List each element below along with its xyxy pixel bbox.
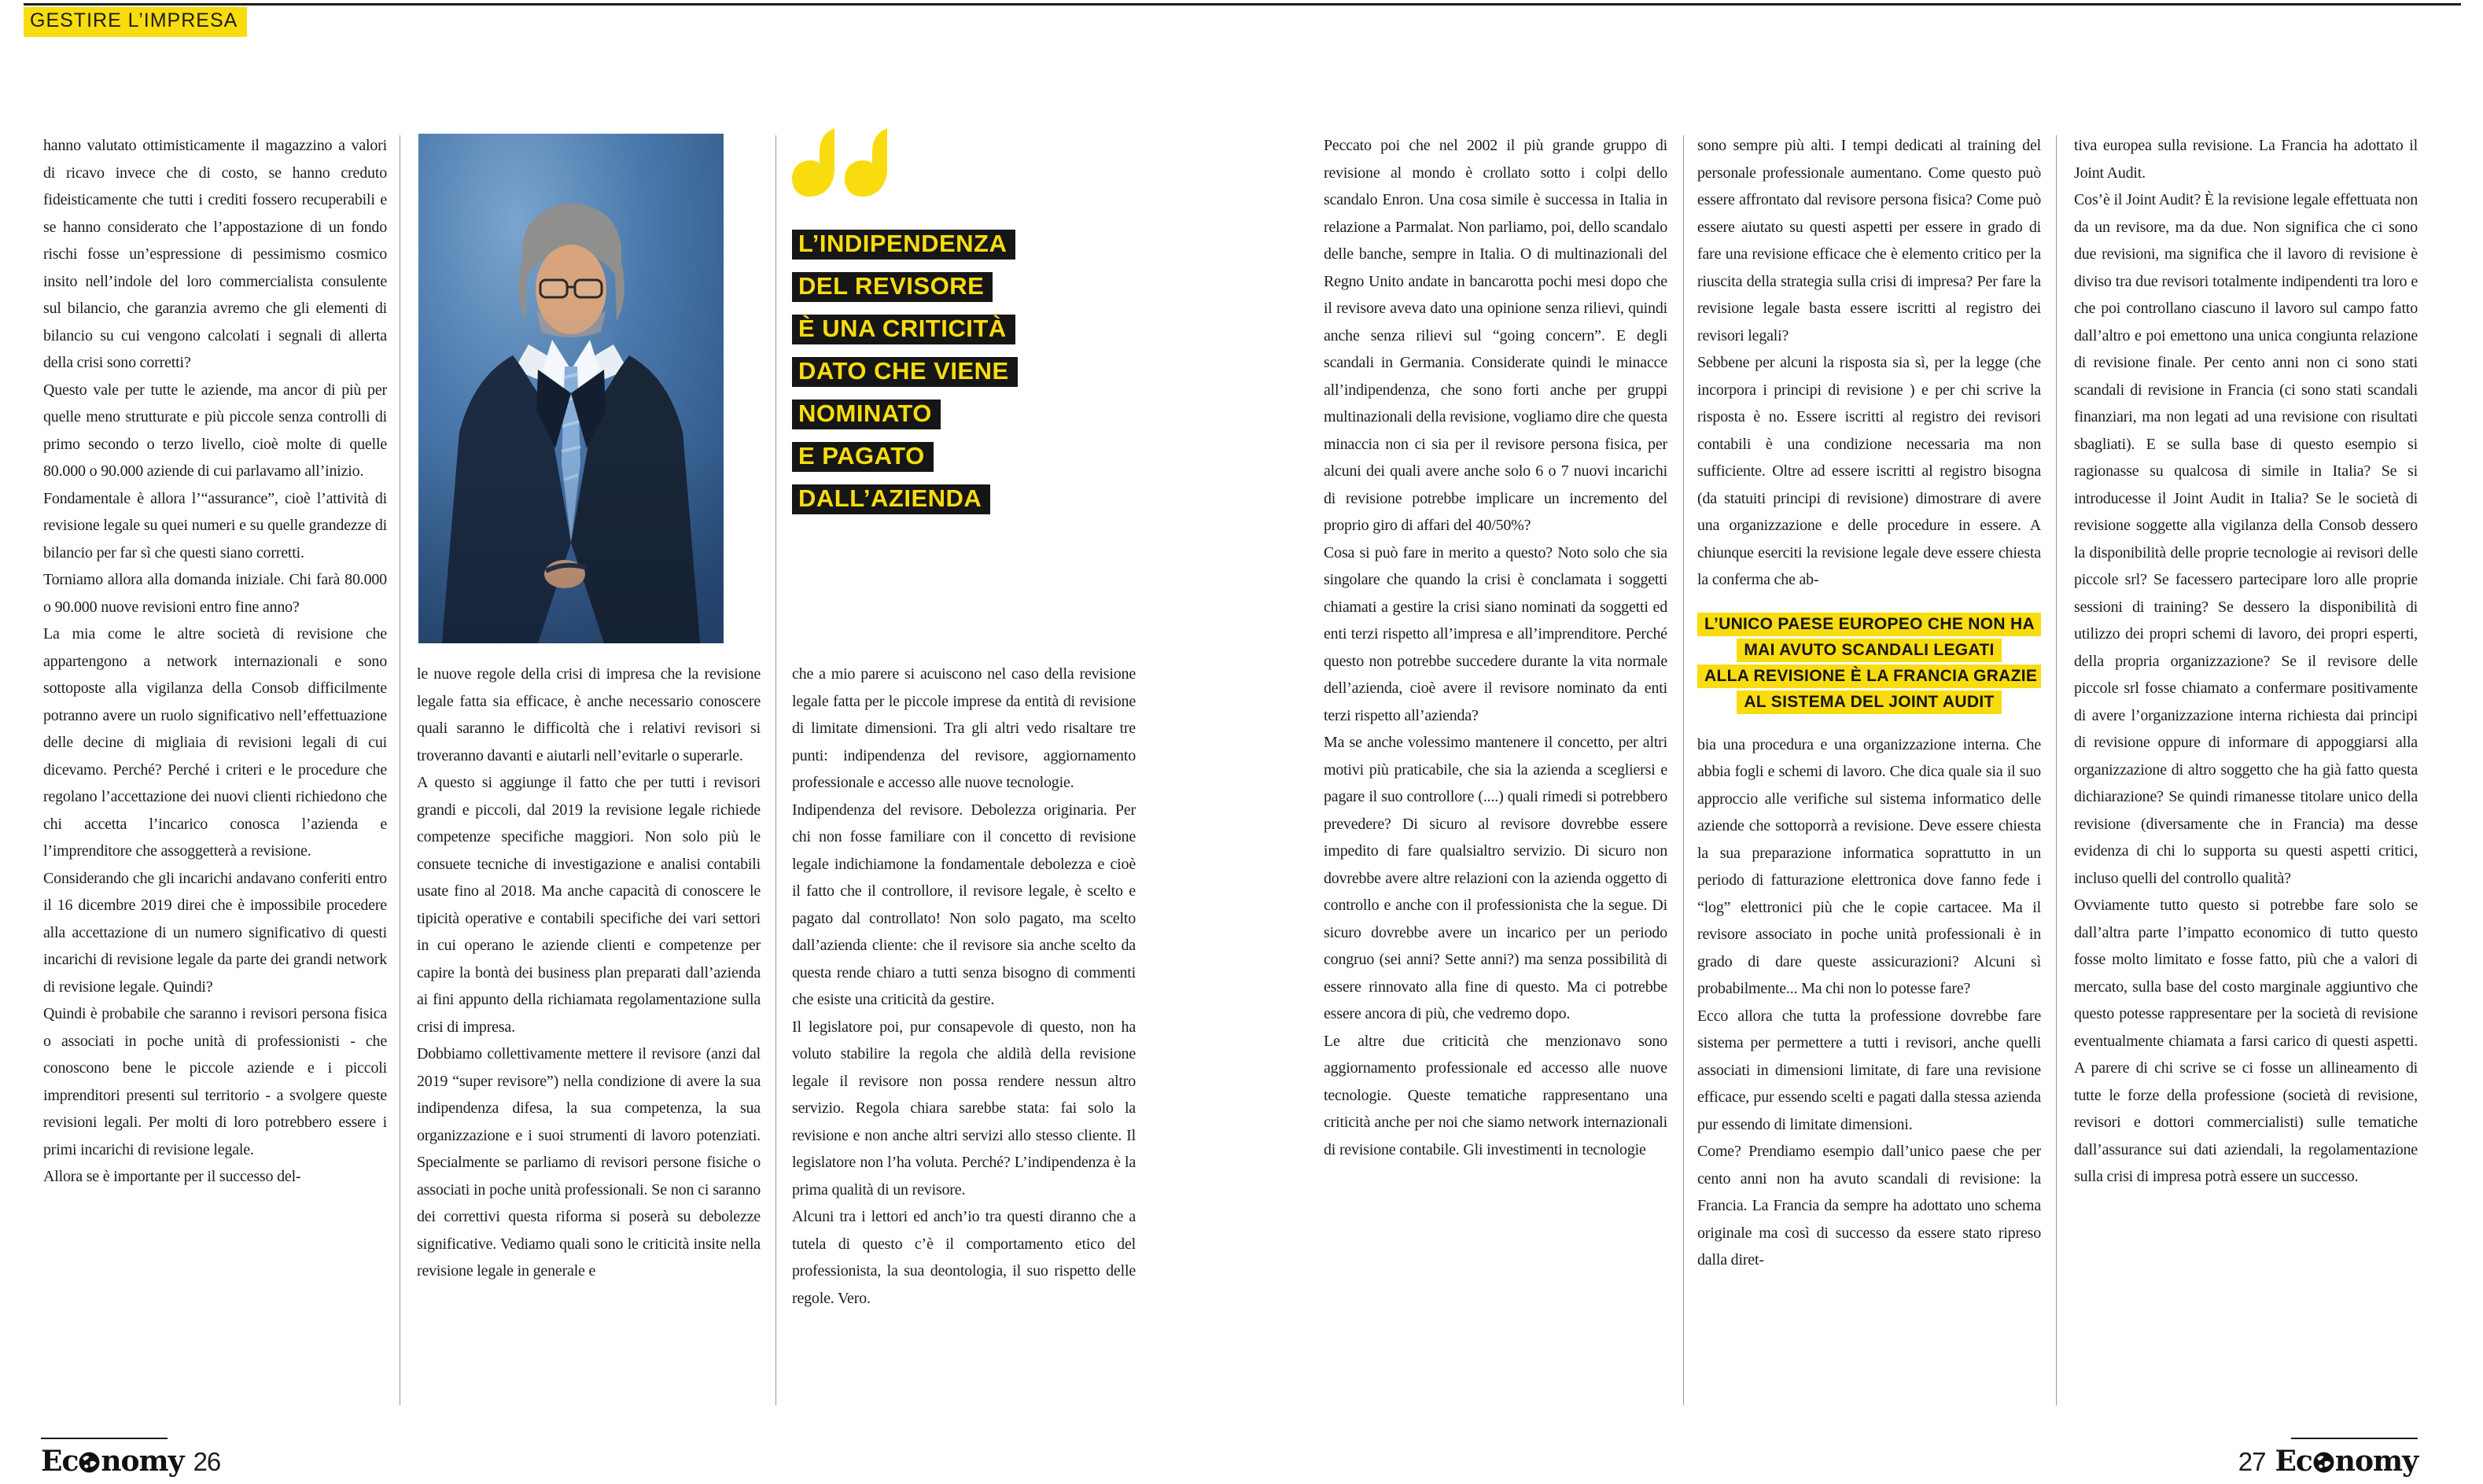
paragraph: Allora se è importante per il successo del-: [43, 1168, 301, 1185]
paragraph: Questo vale per tutte le aziende, ma ancor di più per quelle meno strutturate e più piccole senza controlli di primo secondo o terzo livello, cioè molte di quelle 80.000 o 90.000 aziende di cui parlavamo all’inizio.: [43, 381, 387, 480]
highlight-line: MAI AVUTO SCANDALI LEGATI: [1737, 639, 2001, 662]
pull-quote: [792, 128, 1136, 527]
paragraph: Le altre due criticità che menzionavo sono aggiornamento professionale ed accesso alle nuove tecnologie. Queste tematiche rappresentano una criticità anche per noi che siamo network internazionali di revisione contabile. Gli investimenti in tecnologie: [1324, 1032, 1667, 1158]
economy-logo: [2275, 1445, 2418, 1478]
paragraph: hanno valutato ottimisticamente il magazzino a valori di ricavo invece che di costo, se hanno creduto fideisticamente che tutti i crediti fossero recuperabili e se hanno considerato che l’appostazione di un fondo rischi fosse un’espressione di pessimismo cosmico insito nell’indole del loro commercialista consulente sul bilancio, che garanzia avremo che gli elementi di bilancio su cui vengono calcolati i segnali di allerta della crisi sono corretti?: [43, 137, 387, 371]
logo-text-prefix: Ec: [2275, 1445, 2312, 1478]
paragraph: Torniamo allora alla domanda iniziale. Chi farà 80.000 o 90.000 nuove revisioni entro fine anno?: [43, 571, 387, 616]
pull-quote-lines: [792, 230, 1136, 514]
globe-icon: [2313, 1452, 2334, 1473]
section-label: [24, 7, 247, 37]
pull-quote-line: DATO CHE VIENE: [792, 357, 1018, 387]
paragraph: Alcuni tra i lettori ed anch’io tra questi diranno che a tutela di questo c’è il comportamento etico del professionista, la sua deontologia, il suo rispetto delle regole. Vero.: [792, 1208, 1136, 1307]
highlight-line: L’UNICO PAESE EUROPEO CHE NON HA: [1697, 613, 2041, 636]
paragraph: tiva europea sulla revisione. La Francia ha adottato il Joint Audit.: [2074, 137, 2418, 182]
text-column-5-top: [1697, 132, 2041, 594]
text-column-5: [1697, 132, 2041, 1430]
page-number-right: 27: [2238, 1447, 2266, 1476]
paragraph: Ma se anche volessimo mantenere il concetto, per altri motivi più praticabile, che sia la azienda a scegliersi e pagare il suo controllore (....) quali rimedi si potrebbero prevedere? Di sicuro al revisore dovrebbe essere impedito di fare qualsialtro servizio. Di sicuro non dovrebbe avere altre relazioni con la azienda oggetto di controllo e anche con il professionista che la segue. Di sicuro dovrebbe avere un incarico per un periodo congruo (sei anni? Sette anni?) ma senza possibilità di essere rinnovato alla fine di questo. Ma ci potrebbe essere ancora di più, che vedremo dopo.: [1324, 734, 1667, 1022]
column-divider: [775, 135, 776, 1405]
text-column-4: [1324, 132, 1667, 1430]
pull-quote-line: È UNA CRITICITÀ: [792, 315, 1015, 344]
paragraph: Cosa si può fare in merito a questo? Noto solo che sia singolare che quando la crisi è conclamata i soggetti chiamati a gestire la crisi siano nominati da soggetti ed enti terzi rispetto all’impresa e all’imprenditore. Perché questo non potrebbe succedere durante la vita normale dell’azienda, cioè avere il revisore nominato da enti terzi rispetto all’azienda?: [1324, 543, 1667, 724]
paragraph: A questo si aggiunge il fatto che per tutti i revisori grandi e piccoli, dal 2019 la revisione legale richiede competenze specifiche maggiori. Non solo più le consuete tecniche di investigazione e analisi contabili usate fino al 2018. Ma anche capacità di conoscere le tipicità operative e contabili specifiche dei vari settori in cui operano le aziende clienti e competenze per capire la bontà dei business plan preparati dall’azienda ai fini appunto della richiamata regolamentazione sulla crisi di impresa.: [417, 774, 761, 1036]
paragraph: le nuove regole della crisi di impresa che la revisione legale fatta sia efficace, è anche necessario conoscere quali saranno le difficoltà che i relativi revisori si troveranno davanti e aiutarli nell’evitarle o superarle.: [417, 665, 761, 764]
text-column-2: [417, 661, 761, 1420]
paragraph: Ovviamente tutto questo si potrebbe fare solo se dall’altra parte l’impatto economico di tutto questo fosse molto limitato e fosse fatto, più che a valori di mercato, sulla base del costo marginale aggiuntivo che questo potesse rappresentare per la società di revisione eventualmente chiamata a farsi carico di questi aspetti. A parere di chi scrive se ci fosse un allineamento di tutte le forze della professione (società di revisione, revisori e dottori commercialisti) sulle tematiche dall’assurance sui dati aziendali, la regolamentazione sulla crisi di impresa potrà essere un successo.: [2074, 897, 2418, 1185]
logo-text-suffix: nomy: [101, 1445, 184, 1478]
paragraph: La mia come le altre società di revisione che appartengono a network internazionali e sono sottoposte alla vigilanza della Consob difficilmente potranno avere un ruolo significativo nell’effettuazione delle decine di migliaia di revisioni legali di cui dicevamo. Perché? Perché i criteri e le procedure che regolano l’accettazione dei nuovi clienti richiedono che chi accetta l’incarico conosca l’azienda e l’imprenditore che assoggetterà a revisione.: [43, 625, 387, 860]
quote-mark-icon: [792, 128, 888, 197]
economy-logo: [41, 1445, 184, 1478]
logo-text-prefix: Ec: [41, 1445, 79, 1478]
paragraph: Ecco allora che tutta la professione dovrebbe fare sistema per permettere a tutti i revisori, anche quelli associati in dimensioni limitate, di fare una revisione efficace, pur essendo scelti e pagati dalla stessa azienda pur essendo di limitate dimensioni.: [1697, 1007, 2041, 1133]
footer-rule: [2291, 1438, 2418, 1439]
highlight-line: AL SISTEMA DEL JOINT AUDIT: [1737, 690, 2001, 714]
globe-icon: [79, 1452, 100, 1473]
logo-text-suffix: nomy: [2334, 1445, 2418, 1478]
paragraph: Sebbene per alcuni la risposta sia sì, per la legge (che incorpora i principi di revisione ) e per chi scrive la risposta è no. Essere iscritti al registro dei revisori contabili è una condizione necessaria ma non sufficiente. Oltre ad essere iscritti al registro bisogna (da statuiti principi di revisione) dimostrare di avere una organizzazione e delle procedure in essere. A chiunque eserciti la revisione legale deve essere chiesta la conferma che ab-: [1697, 354, 2041, 588]
paragraph: bia una procedura e una organizzazione interna. Che abbia fogli e schemi di lavoro. Che dica quale sia il suo approccio alle verifiche sul sistema informatico delle aziende che sottoporrà a revisione. Deve essere chiesta la sua preparazione informatica soprattutto in un periodo di fatturazione elettronica dove fanno fede i “log” elettronici più che le copie cartacee. Ma il revisore associato in poche unità professionali è in grado di dare queste assicurazioni? Alcuni sì probabilmente... Ma chi non lo potesse fare?: [1697, 735, 2041, 997]
footer-right: [2238, 1438, 2418, 1478]
text-column-3: [792, 661, 1136, 1420]
footer-left: [41, 1438, 220, 1478]
portrait-illustration: [418, 134, 724, 643]
text-column-6: [2074, 132, 2418, 1430]
highlight-line: ALLA REVISIONE È LA FRANCIA GRAZIE: [1697, 665, 2041, 688]
pull-quote-line: L’INDIPENDENZA: [792, 230, 1015, 260]
text-column-1: [43, 132, 387, 1430]
top-rule: [24, 3, 2461, 6]
paragraph: Dobbiamo collettivamente mettere il revisore (anzi dal 2019 “super revisore”) nella condizione di avere la sua indipendenza difesa, la sua competenza, la sua organizzazione e i suoi strumenti di lavoro potenziati. Specialmente se parliamo di revisori persone fisiche o associati in poche unità professionali. Se non ci saranno dei correttivi questa riforma si poserà su debolezze significative. Vediamo quali sono le criticità insite nella revisione legale in generale e: [417, 1045, 761, 1280]
paragraph: Quindi è probabile che saranno i revisori persona fisica o associati in poche unità di professionisti - che conoscono bene le piccole aziende e i piccoli imprenditori presenti sul territorio - a svolgere queste revisioni legali. Per molti di loro potrebbero essere i primi incarichi di revisione legale.: [43, 1005, 387, 1158]
paragraph: Considerando che gli incarichi andavano conferiti entro il 16 dicembre 2019 direi che è impossibile procedere alla accettazione di un numero significativo di questi incarichi di revisione legale da parte dei grandi network di revisione legale. Quindi?: [43, 869, 387, 996]
portrait-photo: [418, 134, 724, 643]
pull-quote-line: NOMINATO: [792, 400, 941, 429]
paragraph: che a mio parere si acuiscono nel caso della revisione legale fatta per le piccole imprese da entità di revisione di limitate dimensioni. Tra gli altri vedo risaltare tre punti: indipendenza del revisore, aggiornamento professionale e accesso alle nuove tecnologie.: [792, 665, 1136, 791]
column-divider: [2056, 135, 2057, 1405]
section-label-text: GESTIRE L’IMPRESA: [30, 9, 238, 31]
text-column-5-bottom: [1697, 731, 2041, 1274]
page-number-left: 26: [193, 1447, 221, 1476]
paragraph: Peccato poi che nel 2002 il più grande gruppo di revisione al mondo è crollato sotto i colpi dello scandalo Enron. Una cosa simile è successa in Italia in relazione a Parmalat. Non parliamo, poi, dello scandalo delle banche, sempre in Italia. O di multinazionali del Regno Unito andate in bancarotta pochi mesi dopo che il revisore aveva dato una opinione senza rilievi, quindi anche senza rilievi sul “going concern”. E degli scandali in Germania. Considerate quindi le minacce all’indipendenza, che sono forti anche per gruppi multinazionali della revisione, vogliamo dire che questa minaccia non ci sia per il revisore persona fisica, per alcuni dei quali avere anche solo 6 o 7 nuovi incarichi di revisione potrebbe implicare un incremento del proprio giro di affari del 40/50%?: [1324, 137, 1667, 534]
paragraph: sono sempre più alti. I tempi dedicati al training del personale professionale aumentano. Come questo può essere affrontato dal revisore persona fisica? Come può essere aiutato su questi aspetti per essere in grado di fare una revisione efficace che è elemento critico per la riuscita della strategia sulla crisi di impresa? Per fare la revisione legale basta essere iscritti al registro dei revisori legali?: [1697, 137, 2041, 344]
footer-rule: [41, 1438, 168, 1439]
column-divider: [1683, 135, 1684, 1405]
paragraph: Come? Prendiamo esempio dall’unico paese che per cento anni non ha avuto scandali di revisione: la Francia. La Francia da sempre ha adottato uno schema originale ma così di successo da essere stato ripreso dalla diret-: [1697, 1143, 2041, 1269]
pull-quote-line: E PAGATO: [792, 442, 934, 472]
paragraph: Fondamentale è allora l’“assurance”, cioè l’attività di revisione legale su quei numeri e su quelle grandezze di bilancio per far sì che questi siano corretti.: [43, 489, 387, 562]
pull-quote-line: DALL’AZIENDA: [792, 484, 990, 514]
paragraph: Indipendenza del revisore. Debolezza originaria. Per chi non fosse familiare con il concetto di revisione legale indichiamone la fondamentale debolezza e cioè il fatto che il controllore, il revisore legale, è scelto e pagato dal controllato! Non solo pagato, ma scelto dall’azienda cliente: che il revisore sia anche scelto da questa rende chiaro a tutti senza bisogno di commenti che esiste una criticità da gestire.: [792, 801, 1136, 1008]
paragraph: Cos’è il Joint Audit? È la revisione legale effettuata non da un revisore, ma da due. Non significa che ci sono due revisioni, ma significa che il lavoro di revisione è diviso tra due revisori totalmente indipendenti tra loro e che poi controllano ciascuno il lavoro sul campo fatto dall’altro e poi emettono una unica congiunta relazione di revisione finale. Per cento anni non ci sono stati scandali di revisione in Francia (ci sono stati scandali finanziari, ma non legati ad una revisione con risultati sbagliati). E se sulla base di questo esempio si ragionasse su qualcosa di simile in Italia? Se si introducesse il Joint Audit in Italia? Se le società di revisione soggette alla vigilanza della Consob dessero la disponibilità delle proprie tecnologie ai revisori delle piccole srl? Se facessero partecipare loro alle proprie sessioni di training? Se dessero la disponibilità di utilizzo dei propri schemi di lavoro, dei propri esperti, della propria organizzazione? Se il revisore delle piccole srl fosse chiamato a confermare positivamente di avere l’organizzazione interna richiesta dai principi di revisione oppure di informare di appoggiarsi alla organizzazione di altro soggetto che ha già fatto questa dichiarazione? Se quindi rimanesse titolare unico della revisione (diversamente che in Francia) ma desse evidenza di chi lo supporta su questi aspetti critici, incluso quelli del controllo qualità?: [2074, 191, 2418, 887]
paragraph: Il legislatore poi, pur consapevole di questo, non ha voluto stabilire la regola che aldilà della revisione legale il revisore non possa rendere nessun altro servizio. Regola chiara sarebbe stata: fai solo la revisione e non anche altri servizi allo stesso cliente. Il legislatore non l’ha voluta. Perché? L’indipendenza è la prima qualità di un revisore.: [792, 1018, 1136, 1199]
pull-quote-line: DEL REVISORE: [792, 272, 993, 302]
highlight-box: [1697, 613, 2041, 714]
